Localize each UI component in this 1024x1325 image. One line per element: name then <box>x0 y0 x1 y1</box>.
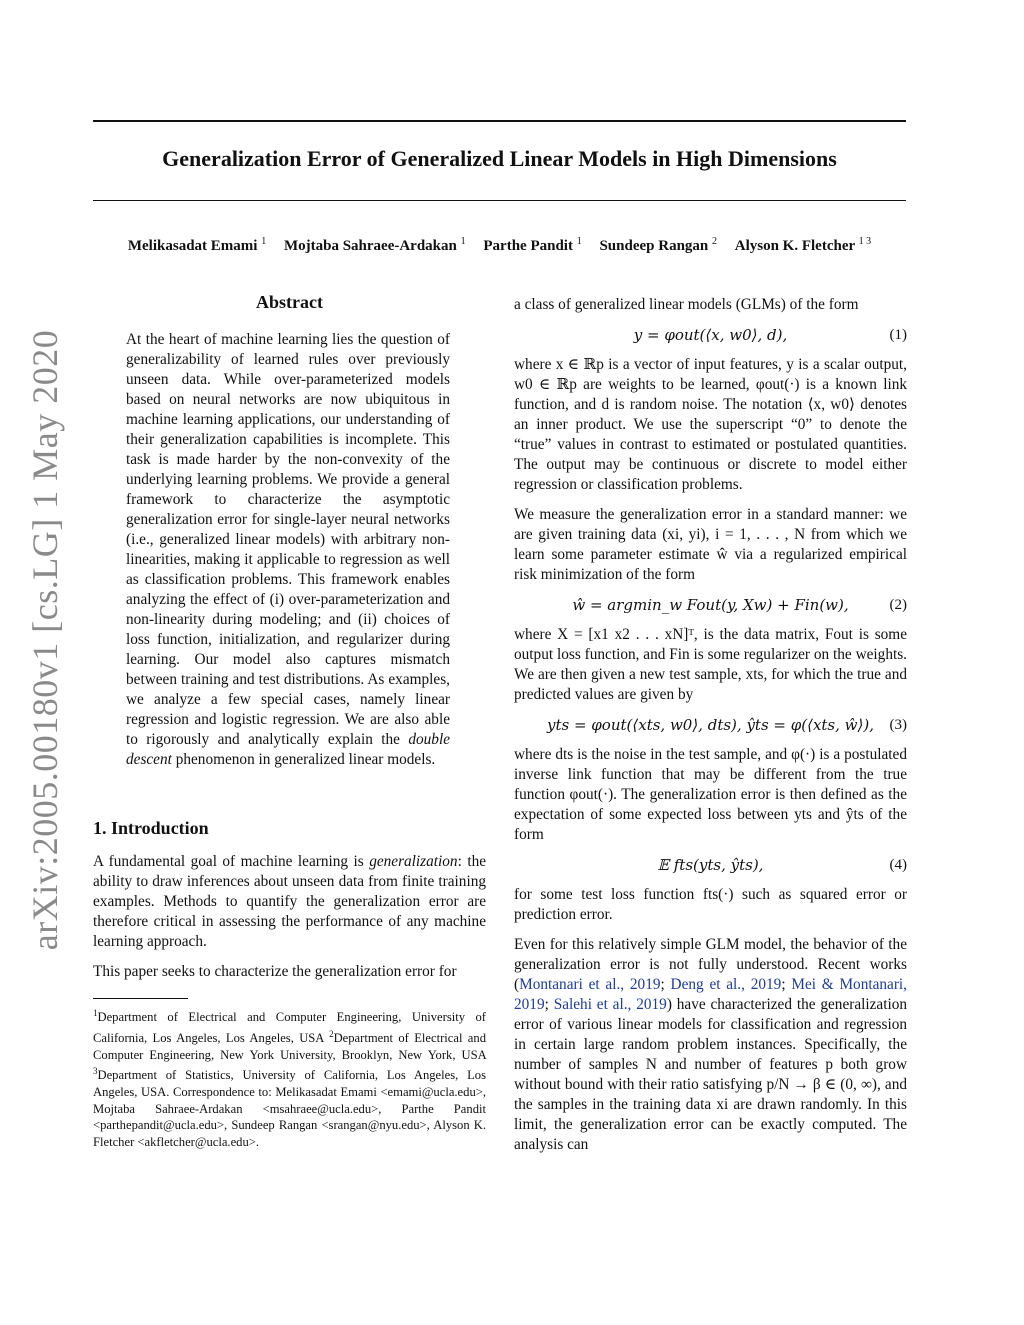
section-heading-introduction: 1. Introduction <box>93 818 209 838</box>
citation-link[interactable]: Salehi et al., 2019 <box>553 996 667 1013</box>
intro-paragraph: A fundamental goal of machine learning is generalization: the ability to draw inferences about unseen data from finite training examples. Methods to quantify the generalization error are therefore critical in assessing the performance of any machine learning approach. <box>93 853 487 950</box>
footnote-rule <box>93 998 188 999</box>
citation-link[interactable]: Deng et al., 2019 <box>670 976 782 993</box>
equation-3: yts = φout(⟨xts, w0⟩, dts), ŷts = φ(⟨xts, ŵ⟩), (3) <box>547 716 907 734</box>
abstract-heading: Abstract <box>256 292 323 312</box>
author: Alyson K. Fletcher $^{1 3}$ <box>734 236 872 254</box>
body-paragraph: We measure the generalization error in a standard manner: we are given training data (xi, yi), i = 1, . . . , N from which we learn some parameter estimate ŵ via a regularized empirical risk minimization of the form <box>514 506 907 583</box>
arxiv-stamp <box>15 329 75 951</box>
intro-paragraph: This paper seeks to characterize the generalization error for <box>93 963 457 980</box>
equation-4: 𝔼 fts(yts, ŷts), (4) <box>657 856 907 874</box>
body-paragraph: where X = [x1 x2 . . . xN]ᵀ, is the data matrix, Fout is some output loss function, and Fin is some regularizer on the weights. We are then given a new test sample, xts, for which the true and predicted values are given by <box>514 626 907 703</box>
equation-2: ŵ = argmin_w Fout(y, Xw) + Fin(w), (2) <box>572 596 907 614</box>
title-rule-top <box>93 120 906 122</box>
citation-link[interactable]: Mei & Montanari, 2019 <box>514 976 908 1013</box>
right-column <box>514 295 907 1155</box>
author: Mojtaba Sahraee-Ardakan $^1$ <box>283 236 466 254</box>
body-paragraph: for some test loss function fts(·) such as squared error or prediction error. <box>514 886 907 923</box>
affiliation-footnote: $^1$Department of Electrical and Computer Engineering, University of California, Los Angeles, Los Angeles, USA $^2$Department of Electrical and Computer Engineering, New York University, Brooklyn, New York, USA $^3$Department of Statistics, University of California, Los Angeles, Los Angeles, USA. Correspondence to: Melikasadat Emami <emami@ucla.edu>, Mojtaba Sahraee-Ardakan <msahraee@ucla.edu>, Parthe Pandit <parthepandit@ucla.edu>, Sundeep Rangan <srangan@nyu.edu>, Alyson K. Fletcher <akfletcher@ucla.edu>. <box>93 1008 486 1149</box>
equation-1: y = φout(⟨x, w0⟩, d), (1) <box>633 326 907 344</box>
citation-link[interactable]: Montanari et al., 2019 <box>519 976 661 993</box>
author-list <box>93 236 906 255</box>
body-paragraph: a class of generalized linear models (GLMs) of the form <box>514 296 859 313</box>
body-paragraph: Even for this relatively simple GLM model, the behavior of the generalization error is not fully understood. Recent works (Montanari et al., 2019; Deng et al., 2019; Mei & Montanari, 2019; Salehi et al., 2019) have characterized the generalization error of various linear models for classification and regression in certain large random problem instances. Specifically, the number of samples N and number of features p both grow without bound with their ratio satisfying p/N → β ∈ (0, ∞), and the samples in the training data xi are drawn randomly. In this limit, the generalization error can be exactly computed. The analysis can <box>514 936 908 1153</box>
left-column <box>93 292 486 1150</box>
body-paragraph: where dts is the noise in the test sample, and φ(·) is a postulated inverse link function that may be different from the true function φout(·). The generalization error is then defined as the expectation of some expected loss between yts and ŷts of the form <box>514 746 907 843</box>
body-paragraph: where x ∈ ℝp is a vector of input features, y is a scalar output, w0 ∈ ℝp are weights to be learned, φout(·) is a known link function, and d is random noise. The notation ⟨x, w0⟩ denotes an inner product. We use the superscript “0” to denote the “true” values in contrast to estimated or postulated quantities. The output may be continuous or discrete to model either regression or classification problems. <box>514 356 907 493</box>
paper-title: Generalization Error of Generalized Linear Models in High Dimensions <box>162 146 837 171</box>
arxiv-id: arXiv:2005.00180v1 [cs.LG] 1 May 2020 <box>25 329 66 951</box>
author: Parthe Pandit $^1$ <box>483 236 582 254</box>
abstract-emphasis: double descent <box>126 731 450 768</box>
author: Melikasadat Emami $^1$ <box>127 236 267 254</box>
author: Sundeep Rangan $^2$ <box>599 236 717 254</box>
abstract-text: At the heart of machine learning lies the question of generalizability of learned rules over previously unseen data. While over-parameterized models based on neural networks are now ubiquitous in machine learning applications, our understanding of their generalization capabilities is incomplete. This task is made harder by the non-convexity of the underlying learning problems. We provide a general framework to characterize the asymptotic generalization error for single-layer neural networks (i.e., generalized linear models) with arbitrary non-linearities, making it applicable to regression as well as classification problems. This framework enables analyzing the effect of (i) over-parameterization and non-linearity during modeling; and (ii) choices of loss function, initialization, and regularizer during learning. Our model also captures mismatch between training and test distributions. As examples, we analyze a few special cases, namely linear regression and logistic regression. We are also able to rigorously and analytically explain the double descent phenomenon in generalized linear models. <box>126 331 450 768</box>
title-rule-bottom <box>93 200 906 201</box>
